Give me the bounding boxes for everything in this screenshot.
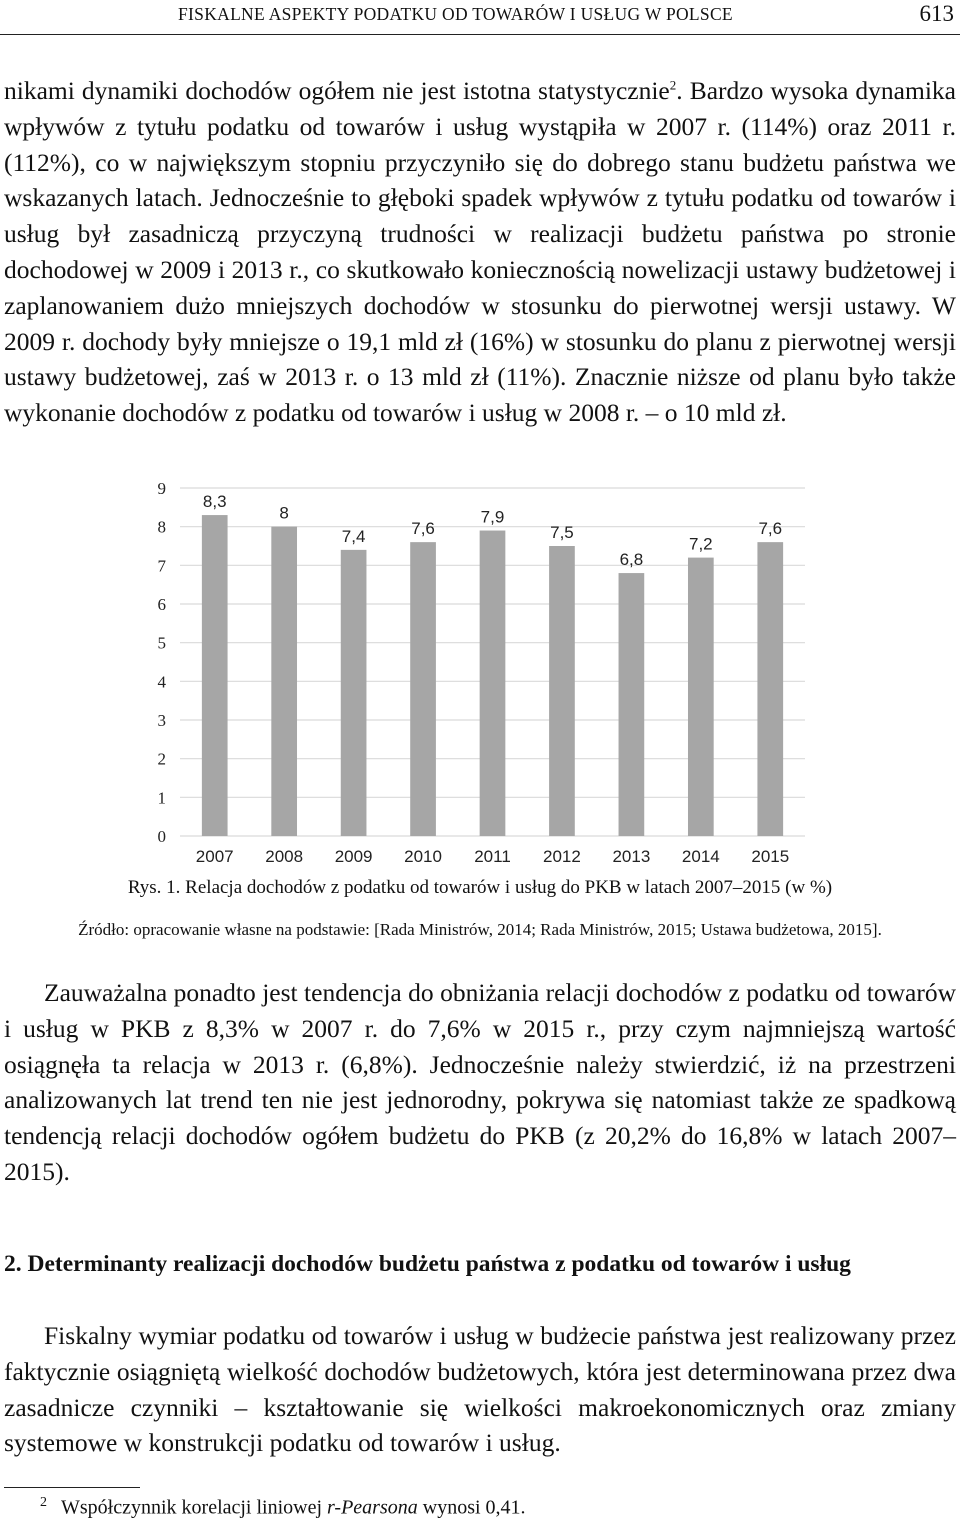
x-tick-label-2009: 2009 bbox=[334, 847, 373, 866]
paragraph-2-text: Zauważalna ponadto jest tendencja do obniżania relacji dochodów z podatku od towarów i usług w PKB z 8,3% w 2007 r. do 7,6% w 2015 r., przy czym najmniejszą wartość osiągnęła ta relacja w 2013 r. (6,8%). Jednocześnie należy stwierdzić, iż na przestrzeni analizowanych lat trend ten nie jest jednorodny, pokrywa się natomiast także ze spadkową tendencją relacji dochodów ogółem budżetu do PKB (z 20,2% do 16,8% w latach 2007–2015). bbox=[4, 978, 956, 1186]
x-tick-label-2013: 2013 bbox=[612, 847, 651, 866]
footnote-text-a: Współczynnik korelacji liniowej bbox=[61, 1496, 328, 1519]
data-label-2010: 7,6 bbox=[411, 519, 435, 539]
data-label-2011: 7,9 bbox=[480, 507, 505, 527]
bar-2007 bbox=[202, 515, 228, 836]
y-tick-label: 7 bbox=[157, 556, 166, 576]
footnote-text-italic: r-Pearsona bbox=[327, 1496, 418, 1519]
paragraph-3-text: Fiskalny wymiar podatku od towarów i usług w budżecie państwa jest realizowany przez faktycznie osiągniętą wielkość dochodów budżetowych, która jest determinowana przez dwa zasadnicze czynniki – kształtowanie się wielkości makroekonomicznych oraz zmiany systemowe w konstrukcji podatku od towarów i usług. bbox=[4, 1321, 956, 1458]
y-tick-label: 2 bbox=[157, 749, 166, 769]
running-title: FISKALNE ASPEKTY PODATKU OD TOWARÓW I USŁUG W POLSCE bbox=[178, 4, 733, 24]
data-label-2013: 6,8 bbox=[619, 550, 644, 570]
figure-source: Źródło: opracowanie własne na podstawie: [Rada Ministrów, 2014; Rada Ministrów, 2015; Ustawa budżetowa, 2015]. bbox=[78, 920, 882, 939]
x-tick-label-2008: 2008 bbox=[265, 847, 304, 866]
y-tick-label: 4 bbox=[157, 672, 166, 692]
x-tick-label-2014: 2014 bbox=[681, 847, 720, 866]
data-label-2009: 7,4 bbox=[341, 526, 366, 546]
y-tick-label: 3 bbox=[157, 711, 166, 730]
x-tick-label-2010: 2010 bbox=[404, 847, 442, 866]
paragraph-1-text-a: nikami dynamiki dochodów ogółem nie jest istotna statystycznie bbox=[4, 76, 670, 105]
data-label-2008: 8 bbox=[279, 503, 289, 523]
footnote-number: 2 bbox=[40, 1495, 47, 1510]
bar-2013 bbox=[619, 573, 645, 836]
data-label-2015: 7,6 bbox=[758, 519, 783, 539]
y-tick-label: 9 bbox=[157, 479, 166, 498]
paragraph-1-text-b: . Bardzo wysoka dynamika wpływów z tytułu podatku od towarów i usług wystąpiła w 2007 r. (114%) oraz 2011 r. (112%), co w największym stopniu przyczyniło się do dobrego stanu budżetu państwa we wskazanych latach. Jednocześnie to głęboki spadek wpływów z tytułu podatku od towarów i usług był zasadniczą przyczyną trudności w realizacji budżetu państwa po stronie dochodowej w 2009 i 2013 r., co skutkowało koniecznością nowelizacji ustawy budżetowej i zaplanowaniem dużo mniejszych dochodów w stosunku do pierwotnej wersji ustawy. W 2009 r. dochody były mniejsze o 19,1 mld zł (16%) w stosunku do planu z pierwotnej wersji ustawy budżetowej, zaś w 2013 r. o 13 mld zł (11%). Znacznie niższe od planu było także wykonanie dochodów z podatku od towarów i usług w 2008 r. – o 10 mld zł. bbox=[4, 76, 956, 428]
footnote-text-b: wynosi 0,41. bbox=[417, 1496, 526, 1519]
y-tick-label: 6 bbox=[157, 595, 166, 614]
bar-2009 bbox=[341, 550, 367, 836]
bar-2014 bbox=[688, 558, 714, 836]
y-axis-ticks bbox=[158, 479, 167, 846]
footnote-rule bbox=[4, 1487, 140, 1488]
paragraph-3 bbox=[4, 1318, 956, 1461]
bar-2008 bbox=[271, 527, 297, 836]
bar-chart bbox=[140, 478, 820, 870]
bar-2010 bbox=[410, 542, 436, 836]
chart-bars bbox=[202, 515, 783, 836]
paragraph-1 bbox=[4, 73, 956, 431]
x-tick-label-2011: 2011 bbox=[474, 847, 511, 866]
running-header bbox=[0, 0, 960, 35]
y-tick-label: 0 bbox=[157, 827, 166, 846]
data-label-2014: 7,2 bbox=[689, 534, 713, 554]
footnote bbox=[40, 1495, 526, 1520]
x-tick-label-2015: 2015 bbox=[751, 847, 790, 866]
footnote-ref[interactable]: 2 bbox=[669, 77, 677, 93]
paragraph-2 bbox=[4, 975, 956, 1190]
bar-2015 bbox=[757, 542, 783, 836]
x-tick-label-2012: 2012 bbox=[543, 847, 581, 866]
data-label-2012: 7,5 bbox=[550, 523, 574, 542]
y-tick-label: 5 bbox=[157, 633, 166, 653]
bar-2012 bbox=[549, 546, 575, 836]
page-number: 613 bbox=[919, 1, 954, 26]
data-label-2007: 8,3 bbox=[202, 492, 227, 512]
x-tick-label-2007: 2007 bbox=[195, 847, 234, 866]
bar-2011 bbox=[480, 531, 506, 836]
figure-caption: Rys. 1. Relacja dochodów z podatku od towarów i usług do PKB w latach 2007–2015 (w %) bbox=[127, 877, 833, 898]
section-heading: 2. Determinanty realizacji dochodów budżetu państwa z podatku od towarów i usług bbox=[4, 1251, 851, 1277]
y-tick-label: 1 bbox=[157, 788, 166, 808]
y-tick-label: 8 bbox=[157, 517, 166, 537]
x-axis-labels bbox=[196, 847, 789, 866]
